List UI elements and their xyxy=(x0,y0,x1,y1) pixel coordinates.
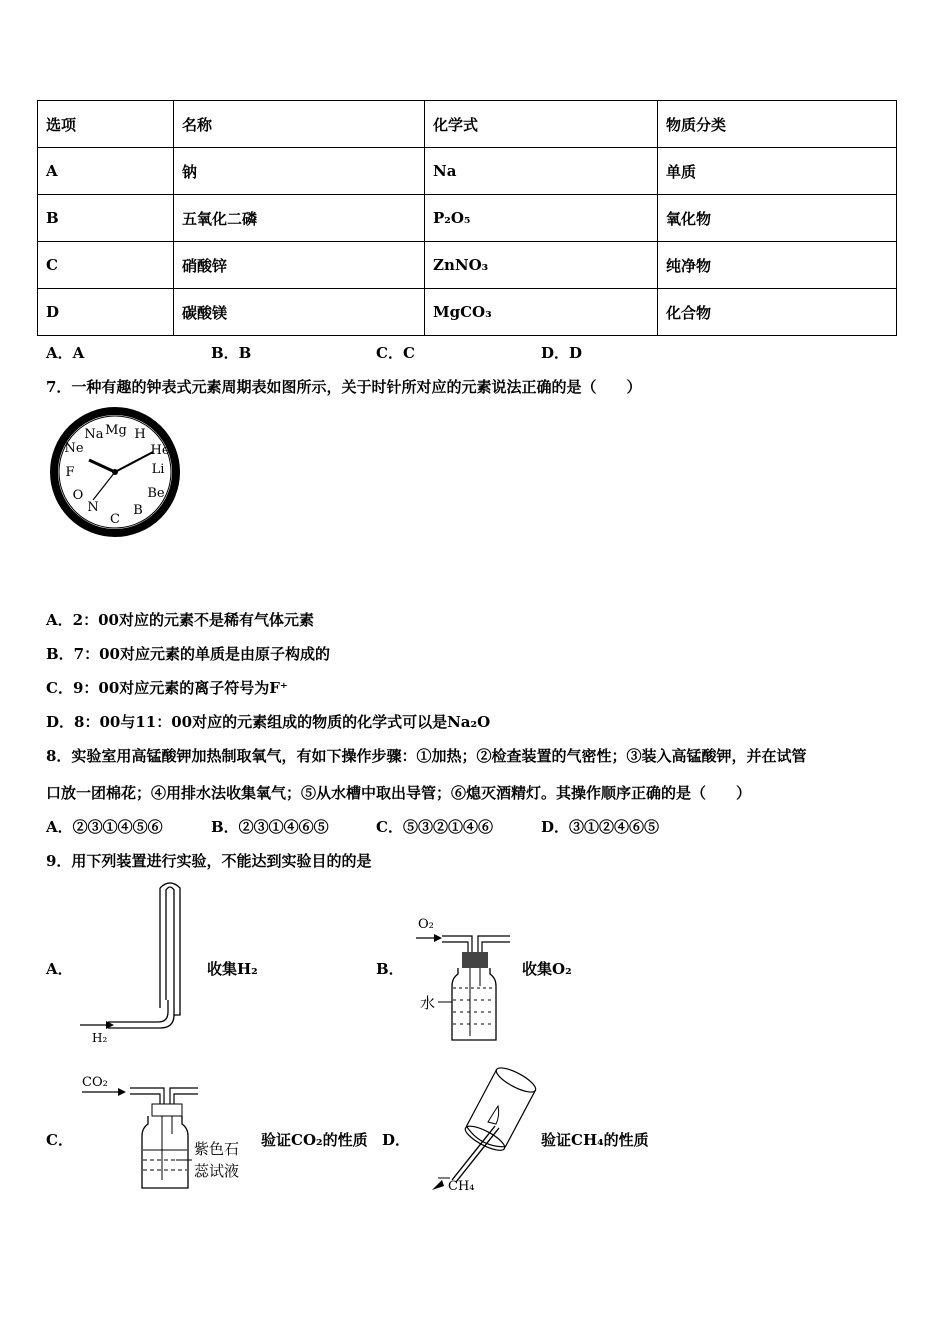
header-cell: 选项 xyxy=(38,101,174,148)
q9-option-c-caption: 验证CO₂的性质 xyxy=(261,1131,368,1149)
q9-stem: 9．用下列装置进行实验，不能达到实验目的的是 xyxy=(46,852,372,870)
cell-option: C xyxy=(38,242,174,289)
gas-arrow-head xyxy=(118,1088,126,1096)
header-cell: 名称 xyxy=(174,101,425,148)
flame xyxy=(488,1106,499,1124)
delivery-pipe xyxy=(108,1000,168,1022)
q6-choices xyxy=(46,342,582,363)
table-row xyxy=(38,148,897,195)
table-row xyxy=(38,289,897,336)
clock-center xyxy=(112,469,118,475)
q9-option-b-letter: B． xyxy=(376,960,404,978)
choice-d: D．D xyxy=(541,344,583,362)
clock-label-n: N xyxy=(87,500,99,515)
clock-label-be: Be xyxy=(147,486,165,501)
q7-choice-b: B．7：00对应元素的单质是由原子构成的 xyxy=(46,645,330,663)
cell-option: A xyxy=(38,148,174,195)
cell-class: 化合物 xyxy=(658,289,897,336)
q7-stem: 7．一种有趣的钟表式元素周期表如图所示，关于时针所对应的元素说法正确的是（ ） xyxy=(46,378,642,396)
ch4-burning-apparatus xyxy=(418,1062,542,1194)
header-cell: 物质分类 xyxy=(658,101,897,148)
gas-tube-outer xyxy=(456,1128,499,1182)
choice-a: A．②③①④⑤⑥ xyxy=(46,818,163,836)
clock-label-li: Li xyxy=(151,462,165,477)
outlet-tube xyxy=(170,1088,198,1104)
q7-choice-a: A．2：00对应的元素不是稀有气体元素 xyxy=(46,611,314,629)
stopper xyxy=(462,952,488,968)
cell-formula: ZnNO₃ xyxy=(425,242,658,289)
clock-label-he: He xyxy=(150,443,170,458)
gas-label-h2: H₂ xyxy=(92,1031,108,1045)
cell-option: B xyxy=(38,195,174,242)
gas-bottle-water-apparatus xyxy=(412,912,522,1044)
gas-label-ch4: CH₄ xyxy=(448,1179,475,1194)
cell-name: 钠 xyxy=(174,148,425,195)
bottle xyxy=(142,1116,188,1188)
stopper xyxy=(152,1104,182,1116)
header-cell: 化学式 xyxy=(425,101,658,148)
inlet-tube xyxy=(442,936,472,952)
table-header-row xyxy=(38,101,897,148)
clock-label-mg: Mg xyxy=(105,423,127,438)
clock-periodic-table-figure xyxy=(45,404,185,540)
bottle xyxy=(452,968,496,1040)
choice-d: D．③①②④⑥⑤ xyxy=(541,818,660,836)
q8-stem-line1: 8．实验室用高锰酸钾加热制取氧气，有如下操作步骤：①加热；②检查装置的气密性；③装入高锰酸钾，并在试管 xyxy=(46,747,807,765)
tube-outline xyxy=(160,883,180,1015)
cell-name: 碳酸镁 xyxy=(174,289,425,336)
q9-option-d-caption: 验证CH₄的性质 xyxy=(541,1131,649,1149)
inverted-tube-apparatus xyxy=(78,880,193,1045)
gas-label-o2: O₂ xyxy=(418,917,434,932)
q8-stem-line2: 口放一团棉花；④用排水法收集氧气；⑤从水槽中取出导管；⑥熄灭酒精灯。其操作顺序正确的是（ ） xyxy=(46,784,752,802)
q9-option-a-caption: 收集H₂ xyxy=(207,960,258,978)
clock-label-na: Na xyxy=(84,427,104,442)
choice-a: A．A xyxy=(46,344,85,362)
cell-option: D xyxy=(38,289,174,336)
cell-formula: P₂O₅ xyxy=(425,195,658,242)
cell-class: 氧化物 xyxy=(658,195,897,242)
q9-option-b-caption: 收集O₂ xyxy=(522,960,572,978)
clock-label-c: C xyxy=(110,512,120,527)
q8-choices xyxy=(46,816,659,837)
q9-option-c-letter: C． xyxy=(46,1131,73,1149)
classification-table xyxy=(37,100,897,336)
cell-formula: MgCO₃ xyxy=(425,289,658,336)
cell-formula: Na xyxy=(425,148,658,195)
cell-name: 硝酸锌 xyxy=(174,242,425,289)
q7-choice-c: C．9：00对应元素的离子符号为F⁺ xyxy=(46,679,288,697)
litmus-label-line1: 紫色石 xyxy=(194,1140,240,1158)
choice-b: B．②③①④⑥⑤ xyxy=(211,818,329,836)
gas-arrow-head xyxy=(432,1180,444,1190)
choice-c: C．C xyxy=(376,344,415,362)
table-row xyxy=(38,195,897,242)
q7-choice-d: D．8：00与11：00对应的元素组成的物质的化学式可以是Na₂O xyxy=(46,713,491,731)
choice-b: B．B xyxy=(211,344,252,362)
outlet-tube xyxy=(478,936,510,952)
table-row xyxy=(38,242,897,289)
cell-class: 纯净物 xyxy=(658,242,897,289)
gas-label-co2: CO₂ xyxy=(82,1075,108,1090)
clock-label-o: O xyxy=(72,488,84,503)
inlet-tube xyxy=(130,1088,164,1104)
clock-label-f: F xyxy=(65,465,75,480)
gas-arrow-head xyxy=(434,934,442,942)
cell-name: 五氧化二磷 xyxy=(174,195,425,242)
litmus-label-line2: 蕊试液 xyxy=(194,1162,240,1180)
clock-label-b: B xyxy=(133,503,143,518)
clock-label-h: H xyxy=(134,427,146,442)
clock-label-ne: Ne xyxy=(64,441,84,456)
beaker-base xyxy=(493,1063,538,1096)
co2-litmus-apparatus xyxy=(78,1068,258,1194)
water-label: 水 xyxy=(420,994,436,1012)
q9-option-a-letter: A． xyxy=(46,960,73,978)
cell-class: 单质 xyxy=(658,148,897,195)
q9-option-d-letter: D． xyxy=(382,1131,411,1149)
choice-c: C．⑤③②①④⑥ xyxy=(376,818,493,836)
